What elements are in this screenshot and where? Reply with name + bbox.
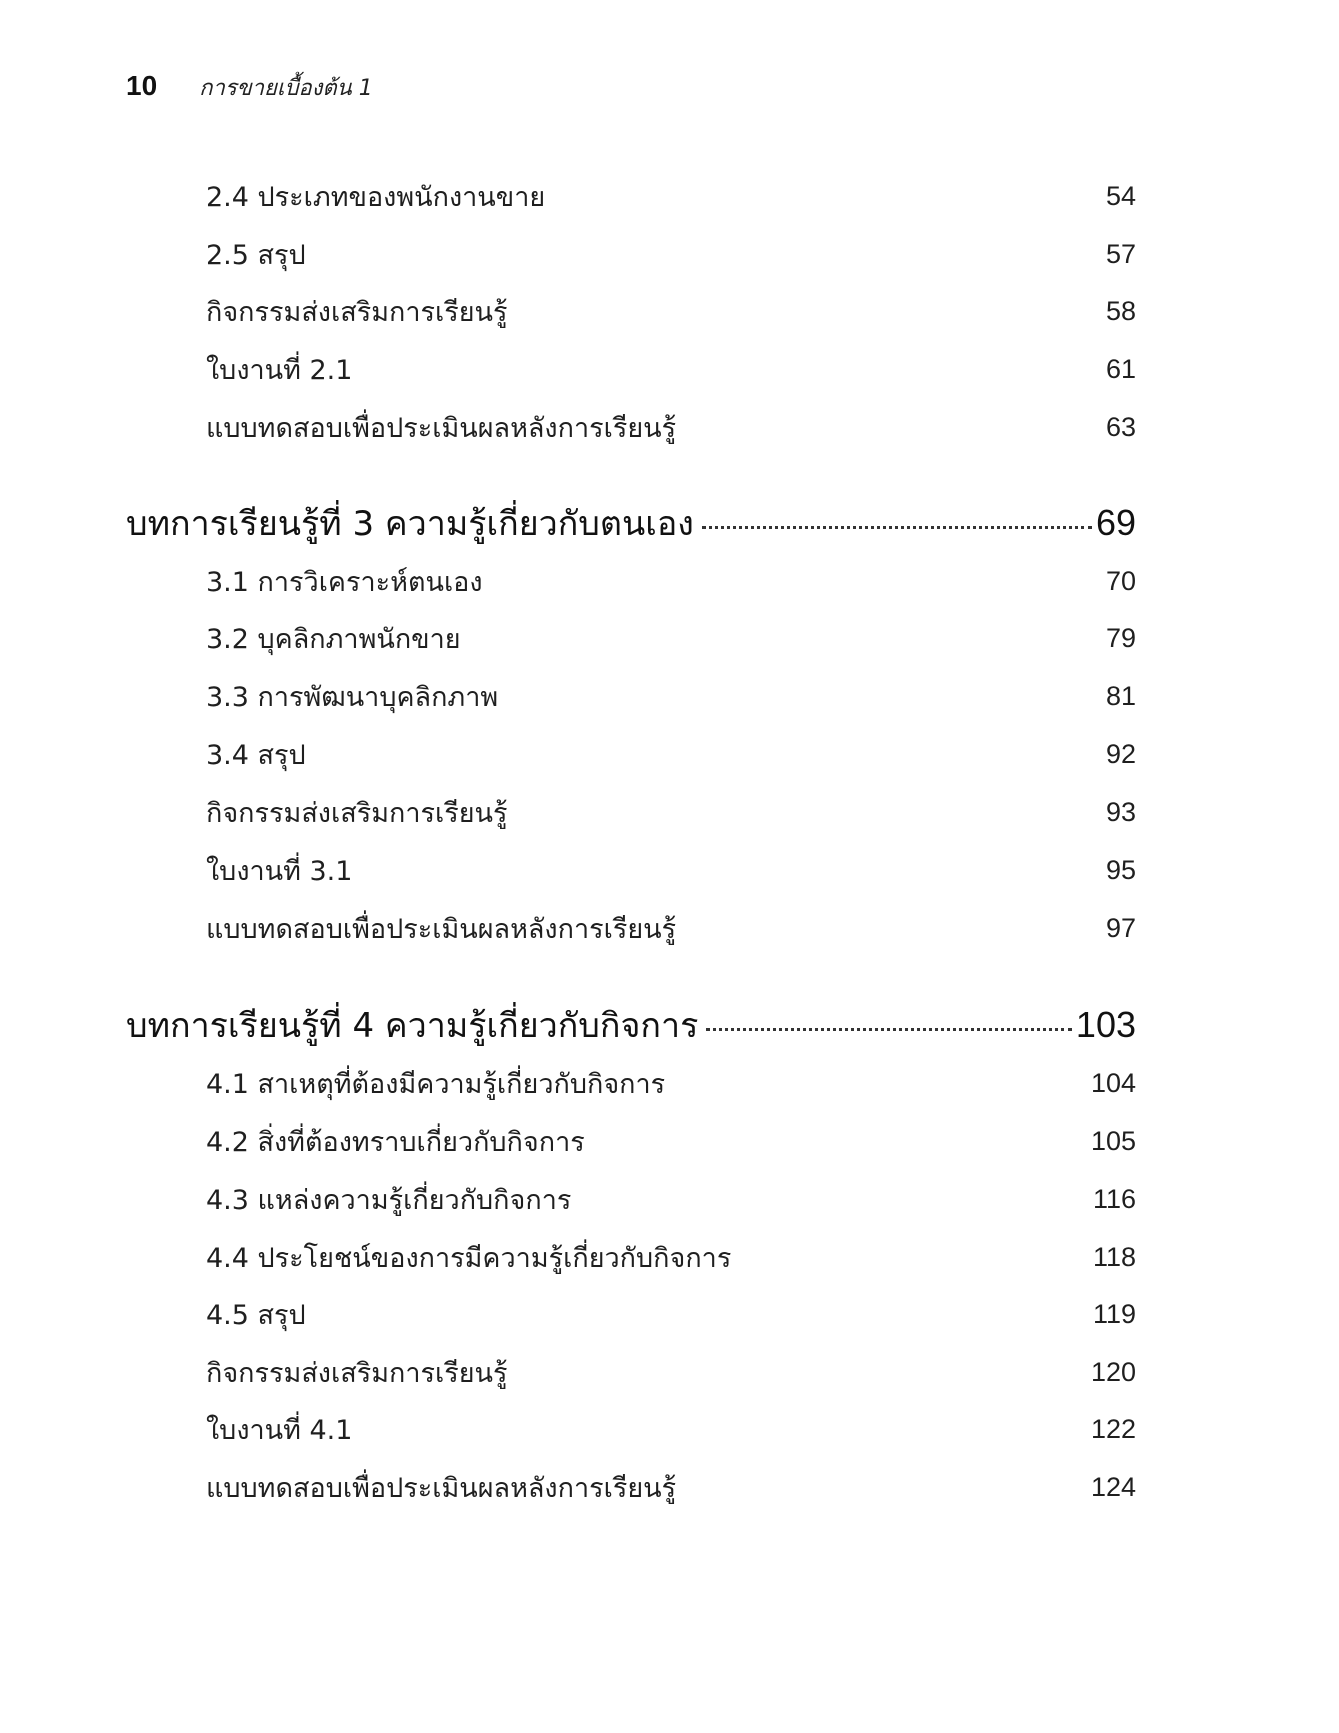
toc-entry-label: 2.4 ประเภทของพนักงานขาย xyxy=(206,181,546,213)
toc-entry-page: 116 xyxy=(1092,1183,1136,1214)
toc-entry-label: กิจกรรมส่งเสริมการเรียนรู้ xyxy=(206,296,508,328)
toc-entry[interactable] xyxy=(206,347,1136,391)
toc-entry[interactable] xyxy=(206,790,1136,834)
page-number: 10 xyxy=(126,70,158,101)
toc-entry-label: ใบงานที่ 2.1 xyxy=(206,354,353,386)
toc-entry-label: 3.3 การพัฒนาบุคลิกภาพ xyxy=(206,681,499,713)
toc-entry-page: 104 xyxy=(1090,1067,1136,1098)
toc-entry-label: 3.4 สรุป xyxy=(206,739,306,771)
toc-entry-label: 4.2 สิ่งที่ต้องทราบเกี่ยวกับกิจการ xyxy=(206,1126,585,1158)
chapter-title: บทการเรียนรู้ที่ 3 ความรู้เกี่ยวกับตนเอง xyxy=(126,504,694,544)
toc-entry-page: 81 xyxy=(1105,680,1136,711)
toc-entry-page: 54 xyxy=(1105,180,1136,211)
chapter-title: บทการเรียนรู้ที่ 4 ความรู้เกี่ยวกับกิจการ xyxy=(126,1006,699,1046)
toc-entry-page: 58 xyxy=(1105,295,1136,326)
running-title: การขายเบื้องต้น 1 xyxy=(199,76,373,101)
toc-entry[interactable] xyxy=(206,1465,1136,1509)
chapter-heading-4[interactable] xyxy=(126,998,1136,1054)
toc-entry[interactable] xyxy=(206,616,1136,660)
toc-entry-page: 57 xyxy=(1105,238,1136,269)
toc-entry[interactable] xyxy=(206,232,1136,276)
chapter-page: 103 xyxy=(1075,1004,1136,1045)
toc-entry[interactable] xyxy=(206,1292,1136,1336)
toc-entry-label: 3.1 การวิเคราะห์ตนเอง xyxy=(206,566,483,598)
toc-entry-label: กิจกรรมส่งเสริมการเรียนรู้ xyxy=(206,1357,508,1389)
toc-entry[interactable] xyxy=(206,405,1136,449)
toc-entry-page: 124 xyxy=(1090,1471,1136,1502)
toc-entry-page: 63 xyxy=(1105,411,1136,442)
toc-entry-page: 93 xyxy=(1105,796,1136,827)
toc-entry-label: แบบทดสอบเพื่อประเมินผลหลังการเรียนรู้ xyxy=(206,412,677,444)
toc-entry-label: กิจกรรมส่งเสริมการเรียนรู้ xyxy=(206,797,508,829)
toc-entry-page: 92 xyxy=(1105,738,1136,769)
toc-entry-label: ใบงานที่ 3.1 xyxy=(206,855,353,887)
toc-entry-page: 61 xyxy=(1105,353,1136,384)
toc-entry-label: 4.3 แหล่งความรู้เกี่ยวกับกิจการ xyxy=(206,1184,572,1216)
toc-entry-label: 3.2 บุคลิกภาพนักขาย xyxy=(206,623,461,655)
toc-entry[interactable] xyxy=(206,1119,1136,1163)
chapter-page: 69 xyxy=(1095,502,1136,543)
toc-entry[interactable] xyxy=(206,1350,1136,1394)
toc-entry[interactable] xyxy=(206,289,1136,333)
chapter-heading-3[interactable] xyxy=(126,496,1136,552)
toc-entry-label: แบบทดสอบเพื่อประเมินผลหลังการเรียนรู้ xyxy=(206,1472,677,1504)
toc-entry-page: 119 xyxy=(1092,1298,1136,1329)
toc-entry-label: ใบงานที่ 4.1 xyxy=(206,1414,353,1446)
toc-entry-label: 2.5 สรุป xyxy=(206,239,306,271)
toc-entry[interactable] xyxy=(206,848,1136,892)
page-header xyxy=(126,70,373,105)
toc-entry[interactable] xyxy=(206,1407,1136,1451)
toc-entry-page: 79 xyxy=(1105,622,1136,653)
toc-entry-label: 4.1 สาเหตุที่ต้องมีความรู้เกี่ยวกับกิจการ xyxy=(206,1068,666,1100)
toc-entry-page: 118 xyxy=(1092,1241,1136,1272)
toc-entry-page: 122 xyxy=(1090,1413,1136,1444)
toc-entry-label: แบบทดสอบเพื่อประเมินผลหลังการเรียนรู้ xyxy=(206,913,677,945)
dot-leader xyxy=(706,1028,1072,1031)
toc-entry[interactable] xyxy=(206,674,1136,718)
toc-entry[interactable] xyxy=(206,1235,1136,1279)
toc-entry[interactable] xyxy=(206,732,1136,776)
toc-entry-label: 4.5 สรุป xyxy=(206,1299,306,1331)
toc-entry[interactable] xyxy=(206,559,1136,603)
toc-entry[interactable] xyxy=(206,1177,1136,1221)
toc-entry-page: 95 xyxy=(1105,854,1136,885)
toc-entry[interactable] xyxy=(206,906,1136,950)
toc-entry-page: 120 xyxy=(1090,1356,1136,1387)
toc-entry[interactable] xyxy=(206,174,1136,218)
toc-entry-page: 105 xyxy=(1090,1125,1136,1156)
toc-entry[interactable] xyxy=(206,1061,1136,1105)
dot-leader xyxy=(702,526,1092,529)
toc-entry-page: 97 xyxy=(1105,912,1136,943)
toc-entry-page: 70 xyxy=(1105,565,1136,596)
toc-entry-label: 4.4 ประโยชน์ของการมีความรู้เกี่ยวกับกิจการ xyxy=(206,1242,732,1274)
